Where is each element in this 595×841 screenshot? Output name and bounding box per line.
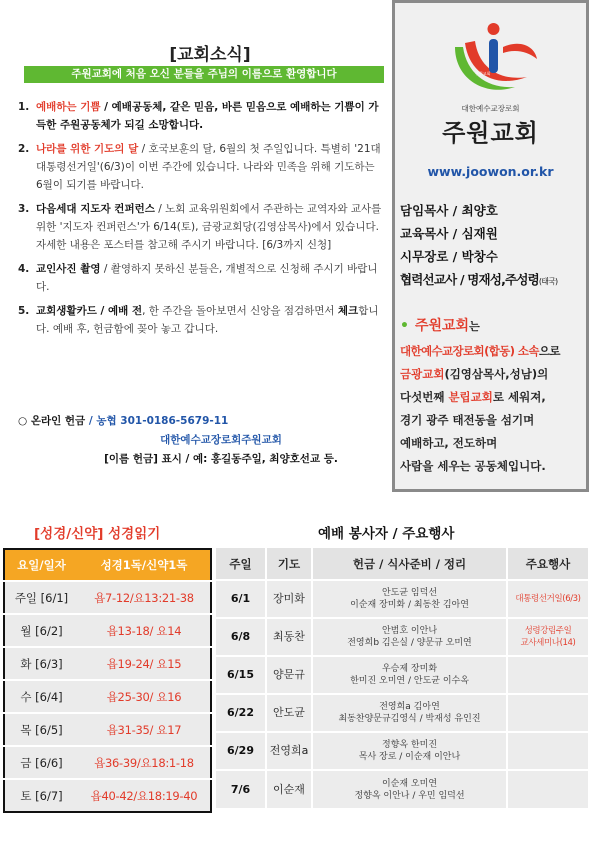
offering-account: / 농협 301-0186-5679-11 xyxy=(85,415,229,427)
bible-reading-table xyxy=(3,548,212,813)
duty-cell: 정향옥 한미진 목사 장로 / 이순재 이안나 xyxy=(312,732,507,770)
duty-cell: 전영희a 김아연 최동찬양문규김영식 / 박재성 유인진 xyxy=(312,694,507,732)
duty-cell: 이순재 오미연 정향옥 이안나 / 우민 임덕선 xyxy=(312,770,507,808)
church-name: 주원교회 xyxy=(442,119,539,147)
event-cell xyxy=(507,694,589,732)
denomination-label: 대한예수교장로회 xyxy=(461,104,520,113)
table-header-row xyxy=(216,548,589,580)
news-item-highlight: 예배하는 기쁨 xyxy=(36,101,101,113)
week-cell: 6/29 xyxy=(216,732,266,770)
table-row xyxy=(216,618,589,656)
reading-cell: 욥36-39/요18:1-18 xyxy=(78,746,211,779)
column-header: 요일/일자 xyxy=(4,549,78,581)
welcome-banner: 주원교회에 처음 오신 분들을 주님의 이름으로 환영합니다 xyxy=(24,66,384,83)
news-item-number: 1. xyxy=(18,101,30,113)
news-item xyxy=(18,140,384,194)
offering-label: ○ 온라인 헌금 xyxy=(18,415,86,427)
news-item xyxy=(18,200,384,254)
day-cell: 수 [6/4] xyxy=(4,680,78,713)
news-item xyxy=(18,98,384,134)
duty-cell: 안범호 이안나 전영희b 김은실 / 양문규 오미연 xyxy=(312,618,507,656)
intro-line: 예배하고, 전도하며 xyxy=(400,436,498,450)
day-cell: 주일 [6/1] xyxy=(4,581,78,614)
duty-cell: 우승제 장미화 한미진 오미연 / 안도균 이수옥 xyxy=(312,656,507,694)
news-item-text: / 예배 전 xyxy=(96,305,143,317)
column-header: 성경1독/신약1독 xyxy=(78,549,211,581)
staff-row: 협력선교사 / 명재성,주성령(태국) xyxy=(400,272,558,287)
offering-note: [이름 헌금] 표시 / 예: 홍길동주일, 최양호선교 등. xyxy=(104,453,338,465)
intro-line: 사람을 세우는 공동체입니다. xyxy=(400,459,546,473)
intro-heading: • 주원교회는 xyxy=(400,318,480,334)
day-cell: 금 [6/6] xyxy=(4,746,78,779)
event-cell: 대통령선거일(6/3) xyxy=(507,580,589,618)
church-intro xyxy=(400,313,586,478)
table-row xyxy=(4,581,211,614)
news-list xyxy=(18,98,384,344)
reading-cell: 욥25-30/ 요16 xyxy=(78,680,211,713)
news-item-text: / 촬영하지 못하신 분들은, 개별적으로 신청해 주시기 바랍니다. xyxy=(36,263,378,293)
svg-text:주원교회: 주원교회 xyxy=(475,71,491,76)
reading-cell: 욥19-24/ 요15 xyxy=(78,647,211,680)
church-info-panel xyxy=(392,0,589,492)
online-offering xyxy=(18,412,384,469)
news-item-number: 4. xyxy=(18,263,30,275)
column-header: 기도 xyxy=(266,548,312,580)
staff-list xyxy=(400,199,586,293)
day-cell: 월 [6/2] xyxy=(4,614,78,647)
prayer-cell: 양문규 xyxy=(266,656,312,694)
table-row xyxy=(4,779,211,812)
news-item-number: 5. xyxy=(18,305,30,317)
week-cell: 6/1 xyxy=(216,580,266,618)
table-row xyxy=(216,732,589,770)
table-row xyxy=(216,770,589,808)
prayer-cell: 전영희a xyxy=(266,732,312,770)
week-cell: 6/8 xyxy=(216,618,266,656)
news-item-highlight: 교인사진 촬영 xyxy=(36,263,101,275)
week-cell: 6/15 xyxy=(216,656,266,694)
table-row xyxy=(4,647,211,680)
event-cell xyxy=(507,732,589,770)
week-cell: 6/22 xyxy=(216,694,266,732)
day-cell: 토 [6/7] xyxy=(4,779,78,812)
day-cell: 화 [6/3] xyxy=(4,647,78,680)
table-row xyxy=(4,713,211,746)
news-item xyxy=(18,302,384,338)
reading-cell: 욥40-42/요18:19-40 xyxy=(78,779,211,812)
news-item-text: / 예배공동체, 같은 믿음, 바른 믿음으로 예배하는 기쁨이 가득한 주원공동체가 되길 소망합니다. xyxy=(36,101,379,131)
bullet-icon: • xyxy=(400,318,409,334)
duty-cell: 안도균 임덕선 이순재 장미화 / 최동찬 김아연 xyxy=(312,580,507,618)
news-item-text: 합니다. 예배 후, 헌금함에 꽂아 놓고 갑니다. xyxy=(36,305,379,335)
offering-holder: 대한예수교장로회주원교회 xyxy=(160,434,282,446)
prayer-cell: 최동찬 xyxy=(266,618,312,656)
reading-cell: 욥13-18/ 요14 xyxy=(78,614,211,647)
table-row xyxy=(216,694,589,732)
news-item-text: / 호국보훈의 달, 6월의 첫 주일입니다. 특별히 '21대 대통령선거일'(6/3)이 이번 주간에 있습니다. 나라와 민족을 위해 기도하는 6월이 되기를 바랍니다. xyxy=(36,143,381,191)
service-schedule-title: 예배 봉사자 / 주요행사 xyxy=(318,526,455,542)
news-item-text: , 한 주간을 돌아보면서 신앙을 점검하면서 xyxy=(142,305,338,317)
reading-cell: 욥7-12/요13:21-38 xyxy=(78,581,211,614)
intro-line: 경기 광주 태전동을 섬기며 xyxy=(400,413,535,427)
prayer-cell: 안도균 xyxy=(266,694,312,732)
bible-reading-title: [성경/신약] 성경읽기 xyxy=(34,526,161,542)
staff-row: 담임목사 / 최양호 xyxy=(400,203,498,218)
news-item-number: 3. xyxy=(18,203,30,215)
column-header: 헌금 / 식사준비 / 정리 xyxy=(312,548,507,580)
news-item-number: 2. xyxy=(18,143,30,155)
prayer-cell: 이순재 xyxy=(266,770,312,808)
week-cell: 7/6 xyxy=(216,770,266,808)
intro-line: 다섯번째 분립교회로 세워져, xyxy=(400,390,546,404)
news-item xyxy=(18,260,384,296)
news-item-highlight: 다음세대 지도자 컨퍼런스 xyxy=(36,203,155,215)
intro-line: 금광교회(김영삼목사,성남)의 xyxy=(400,367,549,381)
table-row xyxy=(4,746,211,779)
table-row xyxy=(216,656,589,694)
event-cell xyxy=(507,770,589,808)
reading-cell: 욥31-35/ 요17 xyxy=(78,713,211,746)
news-item-highlight: 나라를 위한 기도의 달 xyxy=(36,143,139,155)
table-header-row xyxy=(4,549,211,581)
news-item-text: / 노회 교육위원회에서 주관하는 교역자와 교사를 위한 '지도자 컨퍼런스'가 6/14(토), 금광교회당(김영삼목사)에서 있습니다. 자세한 내용은 포스터를 참고해 주시기 바랍니다. [6/3까지 신청] xyxy=(36,203,382,251)
prayer-cell: 장미화 xyxy=(266,580,312,618)
service-schedule-table xyxy=(216,548,590,808)
news-item-text: 체크 xyxy=(337,305,359,317)
staff-row: 시무장로 / 박창수 xyxy=(400,249,498,264)
table-row xyxy=(216,580,589,618)
news-title: [교회소식] xyxy=(169,45,251,65)
table-row xyxy=(4,680,211,713)
intro-line: 대한예수교장로회(합동) 소속으로 xyxy=(400,344,560,358)
event-cell xyxy=(507,656,589,694)
website-link[interactable]: www.joowon.or.kr xyxy=(427,164,554,179)
church-logo-icon xyxy=(445,17,541,99)
column-header: 주요행사 xyxy=(507,548,589,580)
event-cell: 성령강림주일 교사세미나(14) xyxy=(507,618,589,656)
day-cell: 목 [6/5] xyxy=(4,713,78,746)
staff-row: 교육목사 / 심재원 xyxy=(400,226,498,241)
table-row xyxy=(4,614,211,647)
offering-line xyxy=(18,412,384,431)
column-header: 주일 xyxy=(216,548,266,580)
news-item-highlight: 교회생활카드 xyxy=(36,305,97,317)
